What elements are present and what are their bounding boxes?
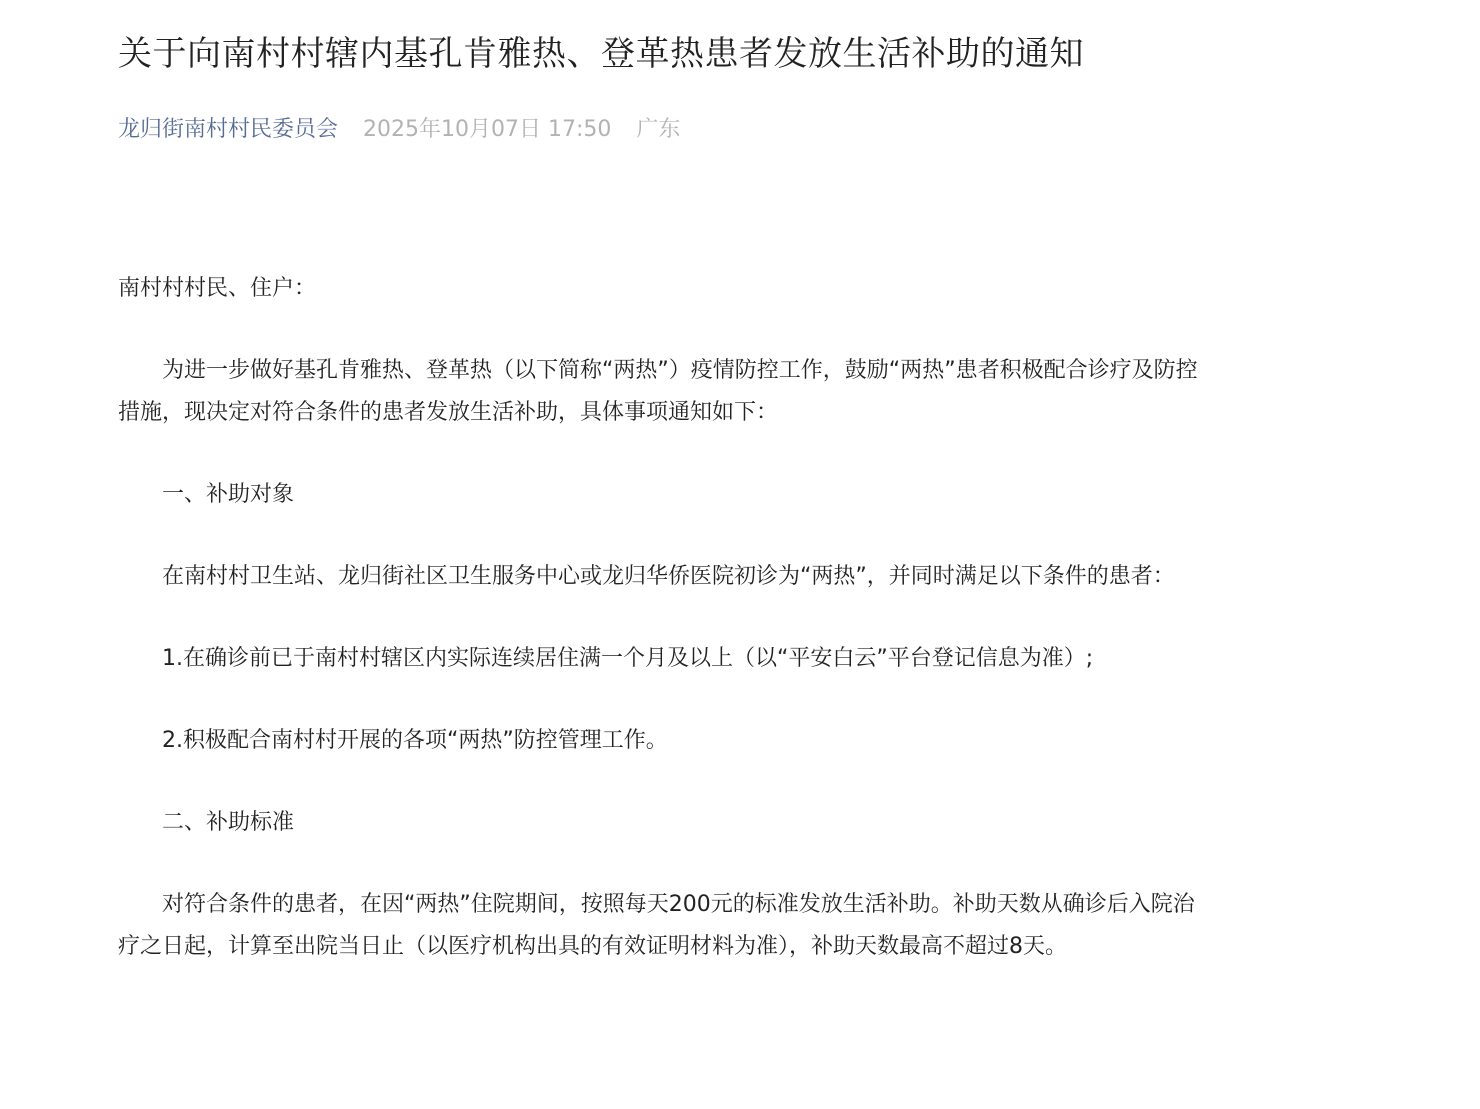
- article-body: [118, 268, 1208, 968]
- publish-region: 广东: [636, 117, 681, 142]
- article-title: 关于向南村村辖内基孔肯雅热、登革热患者发放生活补助的通知: [118, 34, 1084, 74]
- salutation: 南村村村民、住户：: [118, 276, 317, 301]
- author-link[interactable]: 龙归街南村村民委员会: [118, 117, 339, 142]
- condition-item: 1.在确诊前已于南村村辖区内实际连续居住满一个月及以上（以“平安白云”平台登记信息为准）;: [162, 646, 1094, 671]
- body-paragraph: 为进一步做好基孔肯雅热、登革热（以下简称“两热”）疫情防控工作，鼓励“两热”患者积极配合诊疗及防控措施，现决定对符合条件的患者发放生活补助，具体事项通知如下：: [118, 358, 1198, 425]
- body-paragraph: 对符合条件的患者，在因“两热”住院期间，按照每天200元的标准发放生活补助。补助天数从确诊后入院治疗之日起，计算至出院当日止（以医疗机构出具的有效证明材料为准），补助天数最高不超过8天。: [118, 892, 1195, 959]
- article-meta: [118, 114, 1208, 146]
- article: [118, 28, 1208, 968]
- body-paragraph: 在南村村卫生站、龙归街社区卫生服务中心或龙归华侨医院初诊为“两热”，并同时满足以下条件的患者：: [162, 564, 1175, 589]
- section-heading: 一、补助对象: [162, 482, 295, 507]
- condition-item: 2.积极配合南村村开展的各项“两热”防控管理工作。: [162, 728, 668, 753]
- publish-date: 2025年10月07日 17:50: [363, 117, 612, 142]
- section-heading: 二、补助标准: [162, 810, 295, 835]
